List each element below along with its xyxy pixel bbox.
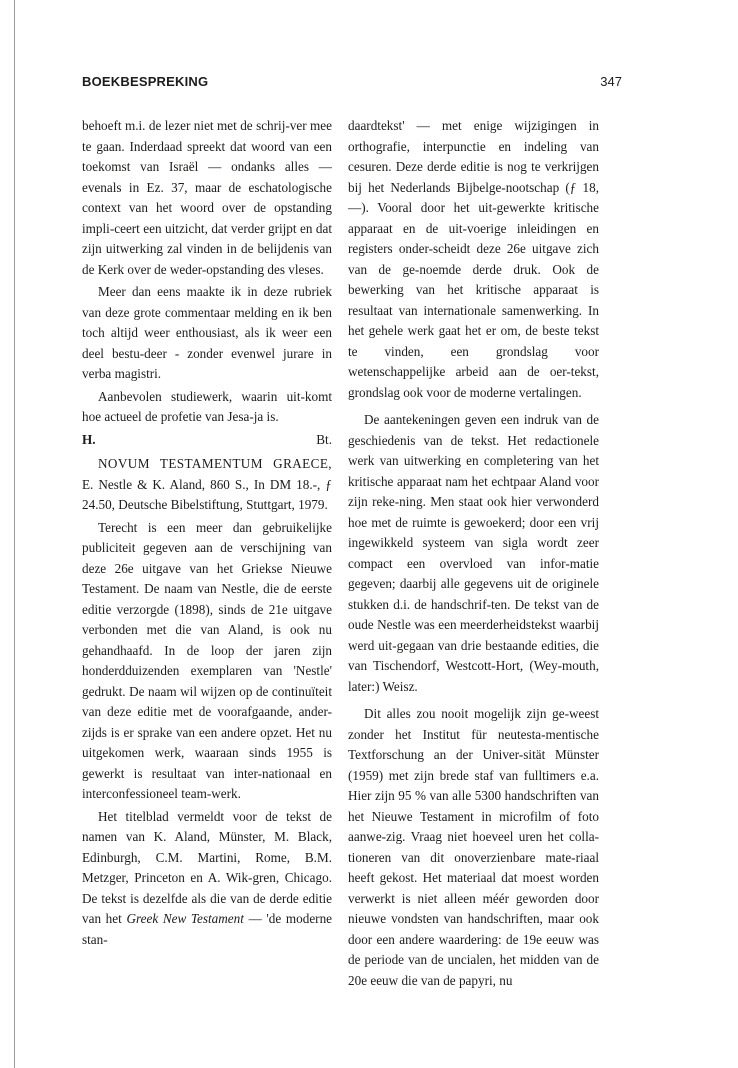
- paragraph-continuation: daardtekst' — met enige wijzigingen in orthografie, interpunctie en indeling van cesuren. Deze derde editie is nog te verkrijgen bij het Nederlands Bijbelge-nootschap (ƒ 18,—). Vooral door het uit-gewerkte kritische apparaat en de uit-voerige inleidingen en registers onder-scheidt deze 26e uitgave zich van de ge-noemde derde druk. Ook de bewerking van het kritische apparaat is resultaat van internationale samenwerking. In het gehele werk gaat het er om, de beste tekst te vinden, een grondslag voor wetenschappelijke arbeid aan de oer-tekst, grondslag ook voor de moderne vertalingen.: [348, 118, 599, 400]
- book-details: E. Nestle & K. Aland, 860 S., In DM 18.-, ƒ 24.50, Deutsche Bibelstiftung, Stuttgart, 1979.: [82, 476, 332, 512]
- page-edge-line: [14, 0, 15, 1068]
- section-title: BOEKBESPREKING: [82, 74, 209, 89]
- paragraph-text: — 'de moderne stan-: [82, 911, 333, 947]
- right-column: [348, 116, 599, 998]
- paragraph: Terecht is een meer dan gebruikelijke publiciteit gegeven aan de verschijning van deze 26e uitgave van het Griekse Nieuwe Testament. De naam van Nestle, die de eerste editie verzorgde (1898), sinds de 21e uitgave verbonden met die van Aland, is ook nu gehandhaafd. In de loop der jaren zijn honderdduizenden exemplaren van 'Nestle' gedrukt. De naam wil wijzen op de continuïteit van deze editie met de voorafgaande, ander-zijds is er sprake van een andere opzet. Het nu uitgekomen werk, waaraan sinds 1955 is gewerkt is resultaat van inter-nationaal en interconfessioneel team-werk.: [82, 519, 332, 801]
- page-number: 347: [600, 74, 622, 89]
- reviewer-signoff: [82, 430, 332, 451]
- paragraph: Aanbevolen studiewerk, waarin uit-komt hoe actueel de profetie van Jesa-ja is.: [82, 388, 332, 424]
- book-title: NOVUM TESTAMENTUM GRAECE,: [98, 456, 332, 471]
- left-column: [82, 116, 332, 952]
- running-head: [82, 74, 640, 89]
- paragraph: De aantekeningen geven een indruk van de geschiedenis van de tekst. Het redactionele werk van uitwerking en completering van het kritische apparaat nam het echtpaar Aland voor zijn reke-ning. Men staat ook hier verwonderd hoe met de ruimte is gewoekerd; door een vrij ingewikkeld systeem van sigla wordt zeer compact een overvloed van infor-matie gegeven; daarbij alle gegevens uit de originele stukken d.i. de handschrif-ten. De tekst van de oude Nestle was een meerderheidstekst waarbij werd uit-gegaan van drie bestaande edities, die van Tischendorf, Westcott-Hort, (Wey-mouth, later:) Weisz.: [348, 412, 599, 694]
- signoff-name: Bt.: [316, 431, 332, 447]
- signoff-initial: H.: [82, 431, 96, 447]
- paragraph: [82, 807, 332, 951]
- paragraph: Dit alles zou nooit mogelijk zijn ge-weest zonder het Institut für neutesta-mentische Textforschung an der Univer-sität Münster (1959) met zijn brede staf van fulltimers e.a. Hier zijn 95 % van alle 5300 handschriften van het Nieuwe Testament in microfilm of foto aanwe-zig. Vraag niet hoeveel uren het colla-tioneren van dit onoverzienbare mate-riaal heeft gekost. Het materiaal dat moest worden verwerkt is niet alleen méér geworden door nieuwe vondsten van handschriften, maar ook door een andere waardering: de 19e eeuw was de periode van de uncialen, het midden van de 20e eeuw die van de papyri, nu: [348, 706, 599, 988]
- book-entry: [82, 454, 332, 516]
- italic-title: Greek New Testament: [126, 911, 244, 926]
- paragraph: Meer dan eens maakte ik in deze rubriek van deze grote commentaar melding en ik ben toch altijd weer enthousiast, als ik weer een deel bestu-deer - zonder evenwel jurare in verba magistri.: [82, 284, 332, 381]
- paragraph-continuation: behoeft m.i. de lezer niet met de schrij-ver mee te gaan. Inderdaad spreekt dat woord van een toekomst van Israël — ondanks alles — evenals in Ez. 37, maar de eschatologische context van het woord over de opstanding impli-ceert een uitzicht, dat verder grijpt en dat zijn uitwerking zal vinden in de belijdenis van de Kerk over de weder-opstanding des vleses.: [82, 118, 332, 277]
- paragraph-text: Het titelblad vermeldt voor de tekst de namen van K. Aland, Münster, M. Black, Edinburgh, C.M. Martini, Rome, B.M. Metzger, Princeton en A. Wik-gren, Chicago. De tekst is dezelfde als die van de derde editie van het: [82, 808, 332, 926]
